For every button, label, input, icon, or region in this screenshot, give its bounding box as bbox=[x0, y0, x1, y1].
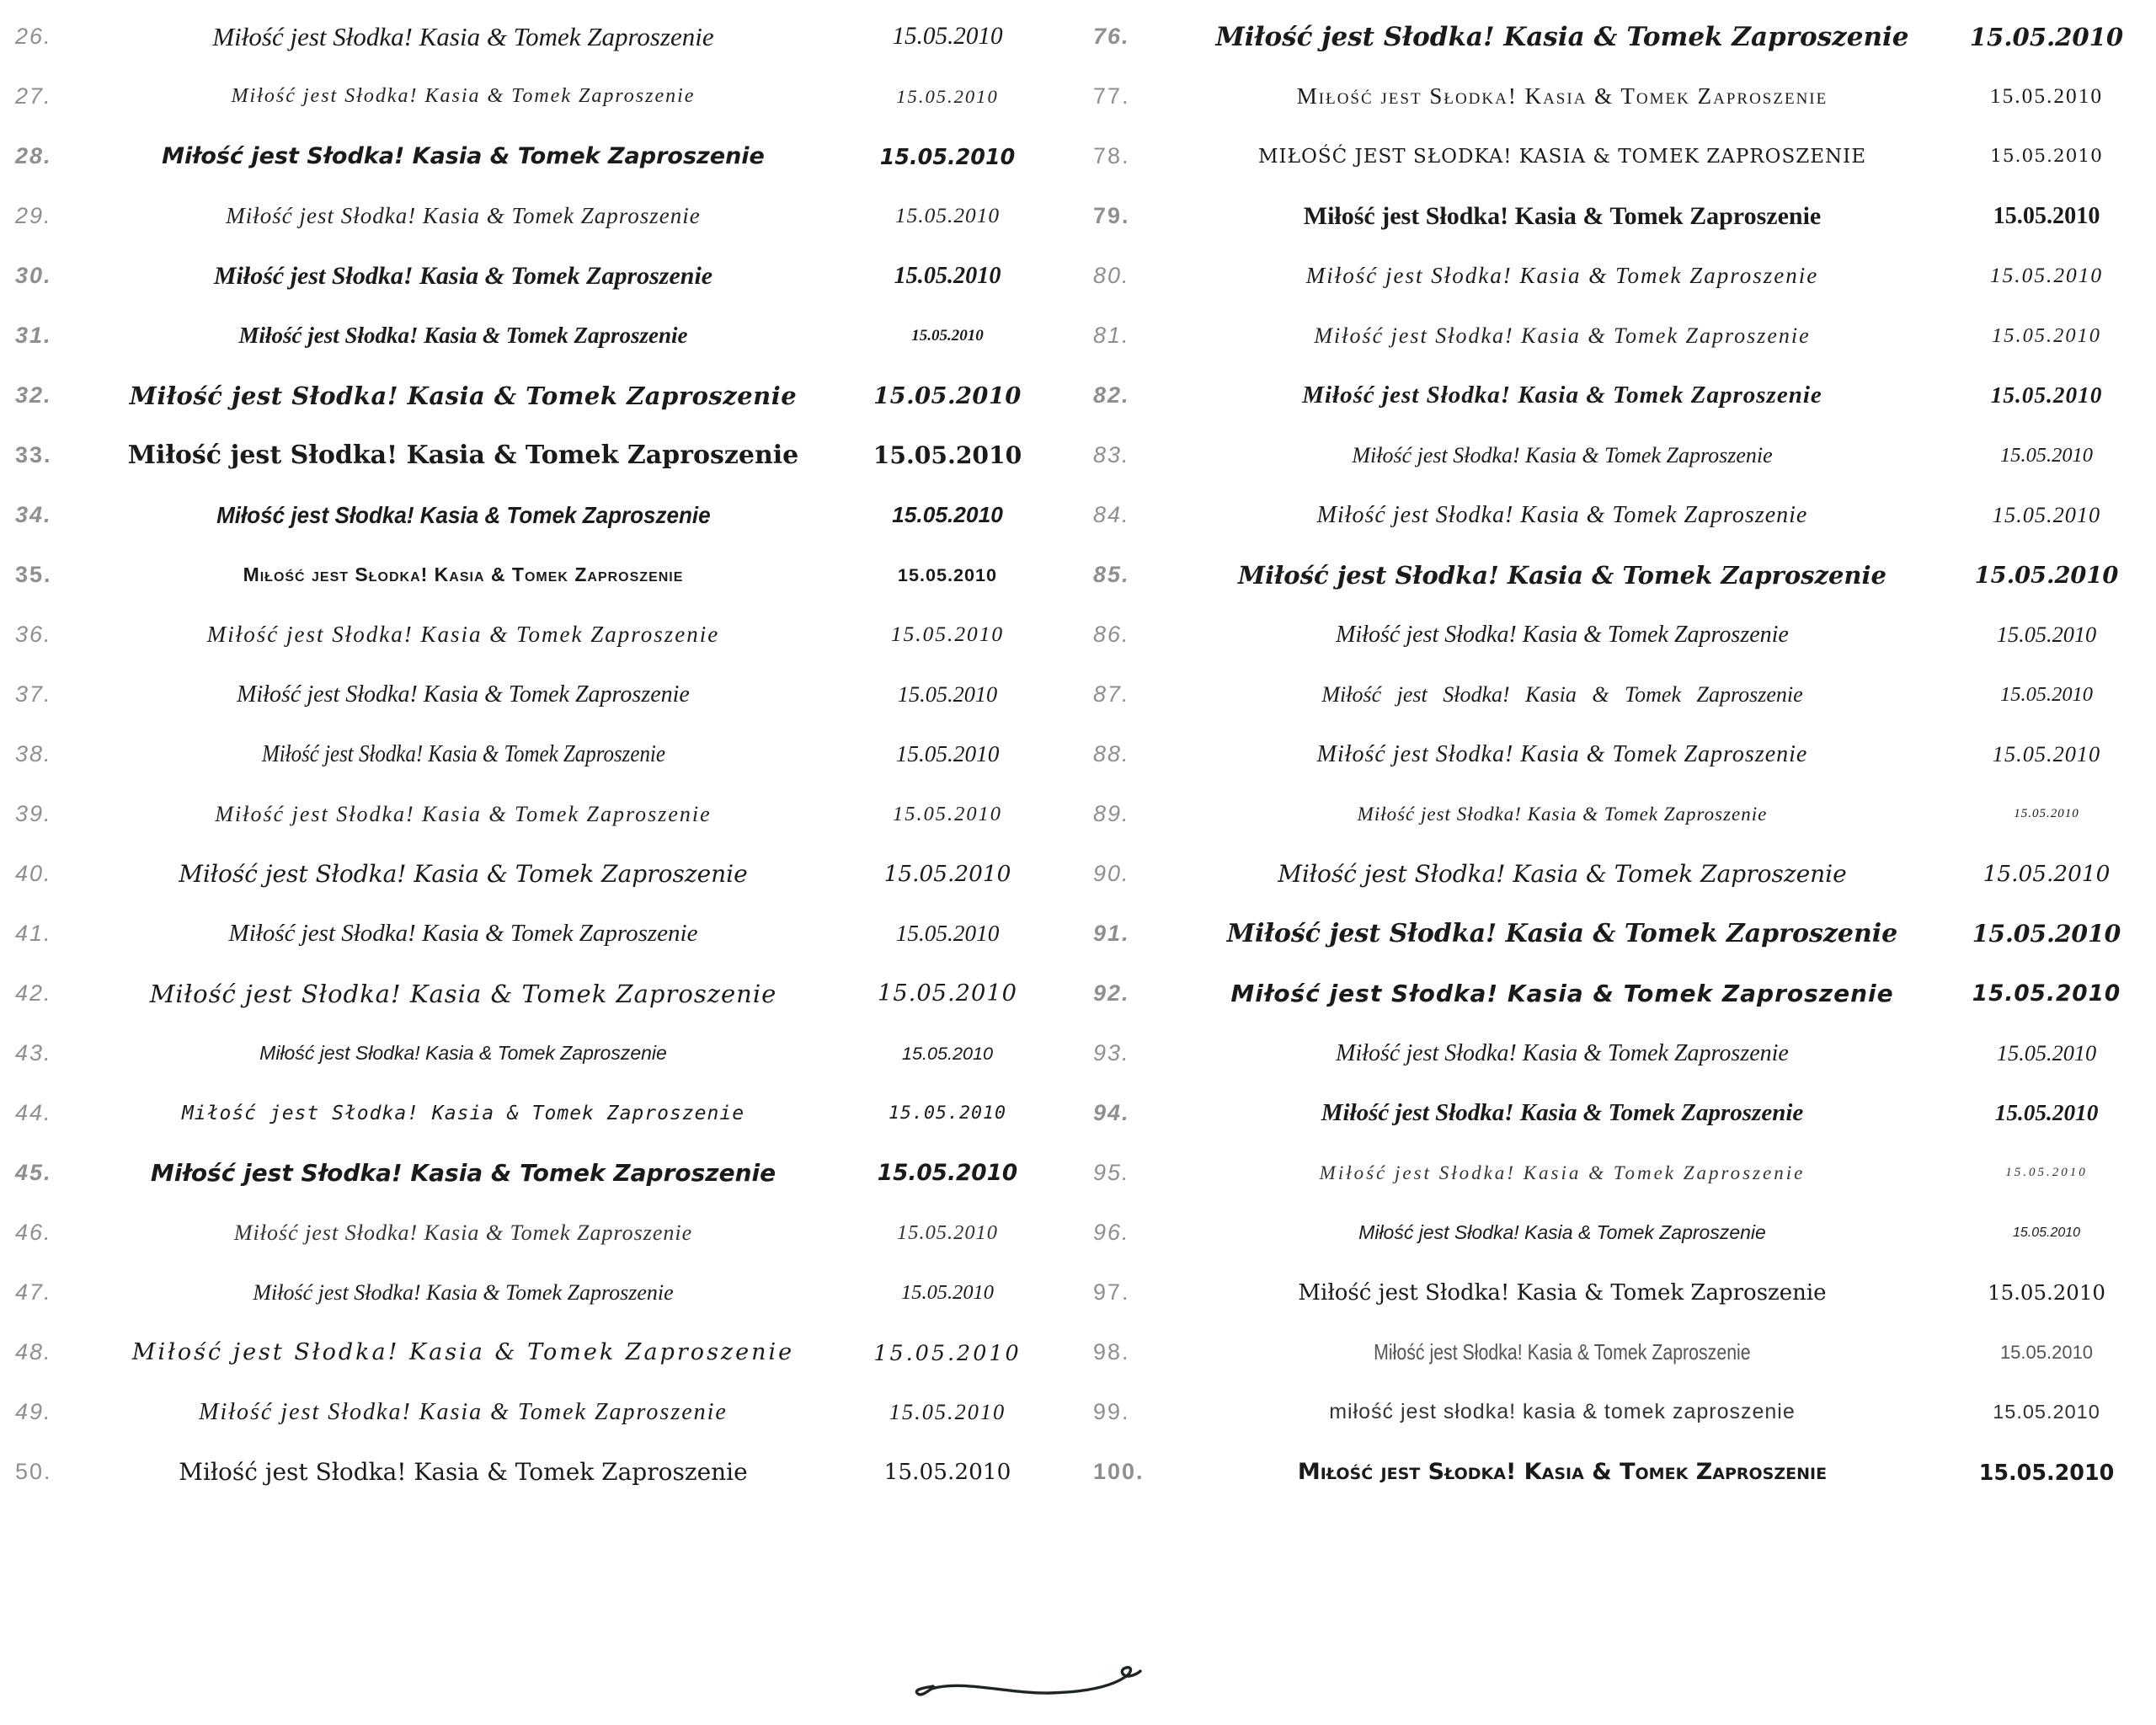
row-number: 26. bbox=[15, 24, 52, 49]
font-sample-row bbox=[0, 844, 1078, 904]
sample-text: Miłość jest Słodka! Kasia & Tomek Zaproszenie bbox=[1303, 201, 1822, 230]
sample-date: 15.05.2010 bbox=[2000, 682, 2093, 706]
font-sample-row bbox=[0, 1203, 1078, 1263]
sample-text: Miłość jest Słodka! Kasia & Tomek Zaproszenie bbox=[1321, 1099, 1804, 1126]
sample-text: Miłość jest Słodka! Kasia & Tomek Zaproszenie bbox=[231, 85, 696, 107]
row-number: 91. bbox=[1093, 921, 1130, 946]
sample-text: Miłość jest Słodka! Kasia & Tomek Zaproszenie bbox=[206, 622, 720, 647]
flourish-divider-icon bbox=[911, 1666, 1147, 1700]
sample-text: Miłość jest Słodka! Kasia & Tomek Zaproszenie bbox=[259, 1042, 667, 1064]
font-sample-row bbox=[1078, 1442, 2156, 1502]
row-number: 97. bbox=[1093, 1279, 1130, 1305]
sample-text: Miłość jest Słodka! Kasia & Tomek Zaproszenie bbox=[131, 1339, 795, 1365]
row-number: 47. bbox=[15, 1279, 52, 1305]
row-number: 38. bbox=[15, 741, 52, 766]
font-sample-row bbox=[0, 1382, 1078, 1442]
row-number: 81. bbox=[1093, 323, 1130, 348]
font-sample-row bbox=[1078, 1083, 2156, 1143]
row-number: 42. bbox=[15, 980, 52, 1006]
sample-date: 15.05.2010 bbox=[877, 1160, 1018, 1186]
sample-text: Miłość jest Słodka! Kasia & Tomek Zaproszenie bbox=[1215, 21, 1909, 52]
font-sample-row bbox=[0, 425, 1078, 485]
sample-date: 15.05.2010 bbox=[1993, 202, 2100, 229]
sample-date: 15.05.2010 bbox=[895, 741, 1000, 766]
sample-date: 15.05.2010 bbox=[1978, 1459, 2115, 1485]
sample-text: Miłość jest Słodka! Kasia & Tomek Zaproszenie bbox=[1321, 681, 1803, 707]
sample-text: Miłość jest Słodka! Kasia & Tomek Zaproszenie bbox=[1319, 1162, 1806, 1183]
row-number: 29. bbox=[15, 203, 52, 228]
font-sample-row bbox=[1078, 306, 2156, 366]
font-sample-row bbox=[0, 964, 1078, 1023]
sample-date: 15.05.2010 bbox=[1989, 264, 2104, 287]
sample-date: 15.05.2010 bbox=[1990, 382, 2103, 408]
sample-text: Miłość jest Słodka! Kasia & Tomek Zaproszenie bbox=[233, 1220, 693, 1245]
font-sample-row bbox=[1078, 545, 2156, 605]
row-number: 35. bbox=[15, 562, 52, 587]
sample-date: 15.05.2010 bbox=[890, 622, 1005, 646]
sample-date: 15.05.2010 bbox=[1974, 561, 2119, 589]
sample-date: 15.05.2010 bbox=[894, 204, 1001, 227]
font-sample-row bbox=[0, 246, 1078, 306]
sample-text: Miłość jest Słodka! Kasia & Tomek Zaproszenie bbox=[1316, 501, 1808, 528]
font-sample-row bbox=[1078, 186, 2156, 246]
sample-text: Miłość jest Słodka! Kasia & Tomek Zaproszenie bbox=[253, 1279, 674, 1305]
row-number: 87. bbox=[1093, 681, 1130, 707]
font-sample-row bbox=[1078, 724, 2156, 784]
font-sample-row bbox=[0, 67, 1078, 126]
font-sample-row bbox=[1078, 1023, 2156, 1083]
font-sample-row bbox=[0, 485, 1078, 545]
sample-date: 15.05.2010 bbox=[897, 681, 998, 707]
sample-date: 15.05.2010 bbox=[1994, 1100, 2099, 1125]
row-number: 86. bbox=[1093, 622, 1130, 647]
sample-date: 15.05.2010 bbox=[901, 1042, 994, 1064]
row-number: 98. bbox=[1093, 1339, 1130, 1365]
sample-date: 15.05.2010 bbox=[1992, 323, 2101, 347]
sample-text: Miłość jest Słodka! Kasia & Tomek Zaproszenie bbox=[149, 979, 777, 1008]
font-sample-row bbox=[1078, 904, 2156, 964]
font-sample-row bbox=[1078, 605, 2156, 665]
font-sample-row bbox=[1078, 1322, 2156, 1382]
sample-date: 15.05.2010 bbox=[911, 326, 984, 344]
sample-date: 15.05.2010 bbox=[1999, 1341, 2094, 1363]
font-sample-row bbox=[0, 665, 1078, 724]
row-number: 43. bbox=[15, 1040, 52, 1065]
font-sample-row bbox=[1078, 246, 2156, 306]
font-sample-row bbox=[1078, 1203, 2156, 1263]
row-number: 100. bbox=[1093, 1459, 1145, 1484]
sample-text: Miłość jest Słodka! Kasia & Tomek Zaproszenie bbox=[261, 740, 665, 767]
font-sample-row bbox=[1078, 1263, 2156, 1322]
font-sample-row bbox=[0, 186, 1078, 246]
font-sample-row bbox=[1078, 425, 2156, 485]
row-number: 45. bbox=[15, 1160, 52, 1185]
sample-date: 15.05.2010 bbox=[1996, 622, 2097, 647]
sample-text: Miłość jest Słodka! Kasia & Tomek Zaproszenie bbox=[243, 563, 684, 585]
sample-date: 15.05.2010 bbox=[2012, 1225, 2081, 1240]
sample-date: 15.05.2010 bbox=[2014, 807, 2079, 820]
row-number: 28. bbox=[15, 143, 52, 168]
sample-text: Miłość jest Słodka! Kasia & Tomek Zaproszenie bbox=[1357, 803, 1768, 825]
row-number: 30. bbox=[15, 263, 52, 288]
sample-date: 15.05.2010 bbox=[895, 921, 1000, 946]
sample-text: Miłość jest Słodka! Kasia & Tomek Zaproszenie bbox=[1298, 1279, 1827, 1306]
sample-text: Miłość jest Słodka! Kasia & Tomek Zaproszenie bbox=[1305, 263, 1819, 288]
sample-date: 15.05.2010 bbox=[1988, 1280, 2105, 1305]
sample-text: Miłość jest Słodka! Kasia & Tomek Zaproszenie bbox=[228, 920, 698, 947]
sample-date: 15.05.2010 bbox=[873, 1339, 1022, 1365]
sample-date: 15.05.2010 bbox=[901, 1280, 994, 1304]
font-sample-row bbox=[1078, 126, 2156, 186]
sample-date: 15.05.2010 bbox=[883, 1459, 1011, 1485]
row-number: 33. bbox=[15, 442, 52, 467]
sample-text: Miłość jest Słodka! Kasia & Tomek Zaproszenie bbox=[1297, 1459, 1828, 1485]
sample-text: Miłość jest Słodka! Kasia & Tomek Zaproszenie bbox=[215, 801, 712, 826]
sample-date: 15.05.2010 bbox=[1989, 84, 2104, 108]
row-number: 99. bbox=[1093, 1399, 1130, 1424]
sample-date: 15.05.2010 bbox=[1992, 502, 2101, 527]
font-sample-row bbox=[1078, 1143, 2156, 1203]
sample-text: Miłość jest Słodka! Kasia & Tomek Zaproszenie bbox=[129, 381, 798, 410]
row-number: 48. bbox=[15, 1339, 52, 1365]
sample-text: Miłość jest Słodka! Kasia & Tomek Zaproszenie bbox=[216, 501, 711, 528]
font-sample-row bbox=[1078, 1382, 2156, 1442]
row-number: 95. bbox=[1093, 1160, 1130, 1185]
sample-text: miłość jest słodka! kasia & tomek zaproszenie bbox=[1329, 1400, 1796, 1423]
row-number: 89. bbox=[1093, 801, 1130, 826]
row-number: 77. bbox=[1093, 83, 1130, 109]
sample-date: 15.05.2010 bbox=[1983, 861, 2111, 887]
font-sample-row bbox=[0, 1442, 1078, 1502]
row-number: 94. bbox=[1093, 1100, 1130, 1125]
row-number: 85. bbox=[1093, 562, 1130, 587]
sample-date: 15.05.2010 bbox=[1969, 22, 2124, 51]
row-number: 34. bbox=[15, 502, 52, 527]
row-number: 90. bbox=[1093, 861, 1130, 886]
sample-text: Miłość jest Słodka! Kasia & Tomek Zaproszenie bbox=[1238, 560, 1886, 590]
sample-text: Miłość jest Słodka! Kasia & Tomek Zaproszenie bbox=[226, 203, 701, 228]
row-number: 44. bbox=[15, 1100, 52, 1125]
row-number: 83. bbox=[1093, 442, 1130, 467]
sample-text: Miłość jest Słodka! Kasia & Tomek Zaproszenie bbox=[1358, 1221, 1766, 1243]
row-number: 88. bbox=[1093, 741, 1130, 766]
sample-date: 15.05.2010 bbox=[1990, 146, 2103, 167]
row-number: 92. bbox=[1093, 980, 1130, 1006]
sample-date: 15.05.2010 bbox=[1972, 980, 2121, 1007]
sample-date: 15.05.2010 bbox=[877, 980, 1018, 1007]
sample-text: Miłość jest Słodka! Kasia & Tomek Zaproszenie bbox=[1278, 860, 1847, 888]
font-sample-row bbox=[1078, 366, 2156, 425]
font-sample-row bbox=[0, 7, 1078, 67]
sample-text: Miłość jest Słodka! Kasia & Tomek Zaproszenie bbox=[1296, 83, 1828, 109]
row-number: 50. bbox=[15, 1459, 52, 1484]
sample-text: Miłość jest Słodka! Kasia & Tomek Zaproszenie bbox=[179, 860, 748, 888]
sample-text: Miłość jest Słodka! Kasia & Tomek Zaproszenie bbox=[179, 1458, 748, 1486]
sample-text: Miłość jest Słodka! Kasia & Tomek Zaproszenie bbox=[1336, 621, 1789, 648]
row-number: 84. bbox=[1093, 502, 1130, 527]
row-number: 40. bbox=[15, 861, 52, 886]
row-number: 31. bbox=[15, 323, 52, 348]
sample-date: 15.05.2010 bbox=[897, 1220, 998, 1244]
font-sample-row bbox=[0, 1322, 1078, 1382]
sample-date: 15.05.2010 bbox=[1996, 1040, 2097, 1065]
font-sample-row bbox=[0, 1263, 1078, 1322]
sample-text: Miłość jest Słodka! Kasia & Tomek Zaproszenie bbox=[199, 1398, 728, 1425]
specimen-columns bbox=[0, 7, 2156, 1502]
font-sample-row bbox=[1078, 67, 2156, 126]
font-sample-row bbox=[1078, 665, 2156, 724]
sample-text: Miłość jest Słodka! Kasia & Tomek Zaproszenie bbox=[150, 1159, 776, 1187]
row-number: 37. bbox=[15, 681, 52, 707]
sample-date: 15.05.2010 bbox=[892, 23, 1003, 50]
sample-date: 15.05.2010 bbox=[893, 802, 1002, 825]
sample-text: Miłość jest Słodka! Kasia & Tomek Zaproszenie bbox=[162, 143, 765, 169]
sample-text: Miłość jest Słodka! Kasia & Tomek Zaproszenie bbox=[1352, 442, 1773, 467]
sample-text: Miłość jest Słodka! Kasia & Tomek Zaproszenie bbox=[1230, 980, 1894, 1007]
font-sample-row bbox=[0, 126, 1078, 186]
sample-text: Miłość jest Słodka! Kasia & Tomek Zaproszenie bbox=[238, 323, 688, 348]
sample-date: 15.05.2010 bbox=[873, 441, 1022, 469]
sample-text: MIŁOŚĆ JEST SŁODKA! KASIA & TOMEK ZAPROSZENIE bbox=[1257, 145, 1867, 168]
row-number: 39. bbox=[15, 801, 52, 826]
sample-text: Miłość jest Słodka! Kasia & Tomek Zaproszenie bbox=[181, 1102, 745, 1124]
row-number: 93. bbox=[1093, 1040, 1130, 1065]
sample-date: 15.05.2010 bbox=[1972, 920, 2121, 948]
sample-date: 15.05.2010 bbox=[896, 85, 999, 107]
font-sample-row bbox=[1078, 844, 2156, 904]
font-sample-row bbox=[0, 724, 1078, 784]
sample-date: 15.05.2010 bbox=[2005, 1166, 2088, 1179]
row-number: 80. bbox=[1093, 263, 1130, 288]
sample-date: 15.05.2010 bbox=[873, 382, 1022, 409]
row-number: 49. bbox=[15, 1399, 52, 1424]
font-sample-row bbox=[0, 366, 1078, 425]
font-sample-row bbox=[0, 545, 1078, 605]
font-sample-row bbox=[1078, 964, 2156, 1023]
sample-date: 15.05.2010 bbox=[892, 502, 1003, 527]
right-column bbox=[1078, 7, 2156, 1502]
font-sample-row bbox=[0, 1143, 1078, 1203]
font-sample-row bbox=[1078, 485, 2156, 545]
sample-date: 15.05.2010 bbox=[1993, 1401, 2100, 1423]
sample-date: 15.05.2010 bbox=[894, 262, 1001, 289]
row-number: 32. bbox=[15, 382, 52, 408]
sample-text: Miłość jest Słodka! Kasia & Tomek Zaproszenie bbox=[1302, 382, 1822, 409]
font-sample-row bbox=[0, 1023, 1078, 1083]
sample-date: 15.05.2010 bbox=[2000, 443, 2093, 467]
row-number: 79. bbox=[1093, 203, 1130, 228]
sample-date: 15.05.2010 bbox=[888, 1103, 1007, 1124]
sample-text: Miłość jest Słodka! Kasia & Tomek Zaproszenie bbox=[1226, 919, 1898, 948]
sample-text: Miłość jest Słodka! Kasia & Tomek Zaproszenie bbox=[237, 681, 690, 708]
row-number: 96. bbox=[1093, 1220, 1130, 1245]
font-sample-row bbox=[1078, 7, 2156, 67]
font-sample-row bbox=[0, 605, 1078, 665]
sample-text: Miłość jest Słodka! Kasia & Tomek Zaproszenie bbox=[1374, 1339, 1751, 1365]
sample-text: Miłość jest Słodka! Kasia & Tomek Zaproszenie bbox=[127, 441, 799, 470]
sample-date: 15.05.2010 bbox=[889, 1399, 1006, 1424]
font-sample-row bbox=[0, 904, 1078, 964]
sample-date: 15.05.2010 bbox=[883, 861, 1011, 887]
sample-text: Miłość jest Słodka! Kasia & Tomek Zaproszenie bbox=[1336, 1039, 1789, 1066]
sample-text: Miłość jest Słodka! Kasia & Tomek Zaproszenie bbox=[213, 261, 713, 290]
row-number: 36. bbox=[15, 622, 52, 647]
font-sample-row bbox=[0, 1083, 1078, 1143]
sample-text: Miłość jest Słodka! Kasia & Tomek Zaproszenie bbox=[212, 21, 714, 51]
sample-text: Miłość jest Słodka! Kasia & Tomek Zaproszenie bbox=[1314, 323, 1811, 348]
sample-date: 15.05.2010 bbox=[897, 563, 998, 585]
font-sample-row bbox=[1078, 784, 2156, 844]
left-column bbox=[0, 7, 1078, 1502]
font-sample-row bbox=[0, 306, 1078, 366]
row-number: 76. bbox=[1093, 24, 1130, 49]
sample-text: Miłość jest Słodka! Kasia & Tomek Zaproszenie bbox=[1316, 740, 1808, 767]
sample-date: 15.05.2010 bbox=[1992, 741, 2101, 766]
font-sample-row bbox=[0, 784, 1078, 844]
row-number: 78. bbox=[1093, 143, 1130, 168]
sample-date: 15.05.2010 bbox=[879, 143, 1016, 169]
row-number: 27. bbox=[15, 83, 52, 109]
row-number: 41. bbox=[15, 921, 52, 946]
row-number: 46. bbox=[15, 1220, 52, 1245]
row-number: 82. bbox=[1093, 382, 1130, 408]
